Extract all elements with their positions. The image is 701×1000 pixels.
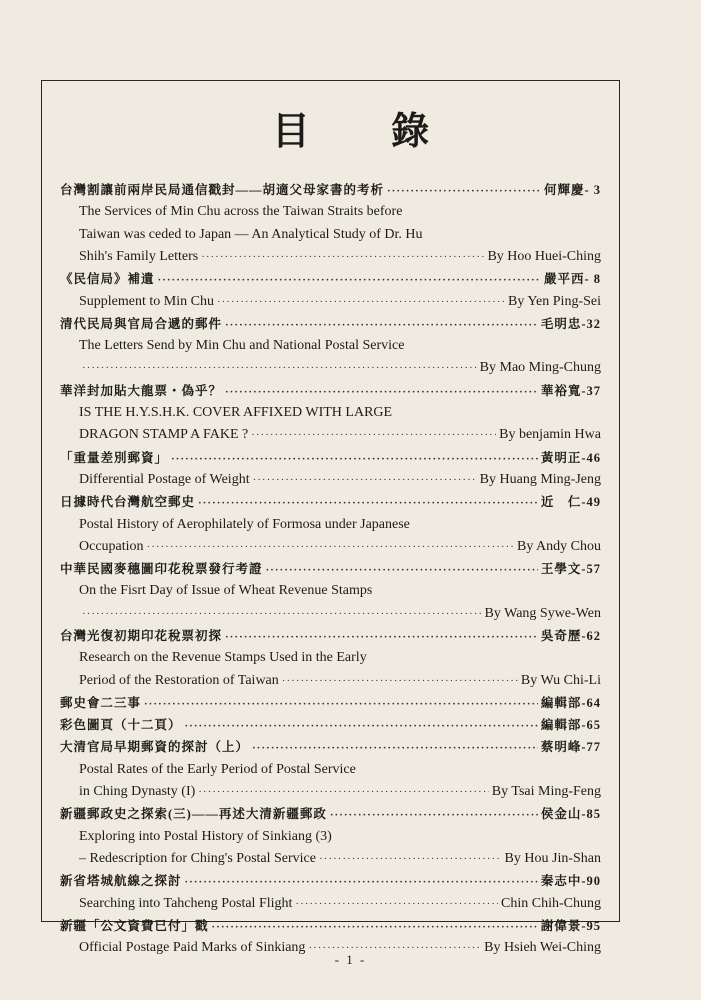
entry-chinese-title: 台灣光復初期印花稅票初探 bbox=[60, 629, 223, 643]
entry-chinese-title: 彩色圖頁（十二頁） bbox=[60, 718, 182, 732]
entry-english-title: – Redescription for Ching's Postal Service bbox=[79, 851, 316, 866]
toc-entry-english-line bbox=[79, 760, 601, 780]
entry-chinese-title: 清代民局與官局合遞的郵件 bbox=[60, 317, 223, 331]
entry-chinese-author-page: 吳奇歷-62 bbox=[540, 629, 601, 643]
dot-leader bbox=[387, 181, 541, 201]
toc-entry-chinese[interactable] bbox=[60, 381, 601, 402]
toc-entry-english[interactable] bbox=[79, 425, 601, 445]
toc-entry-english[interactable] bbox=[79, 358, 601, 378]
toc-entry-english[interactable] bbox=[79, 671, 601, 691]
entry-chinese-author-page: 侯金山-85 bbox=[540, 807, 601, 821]
dot-leader bbox=[225, 627, 538, 647]
toc-entry-english-line bbox=[79, 336, 601, 356]
dot-leader bbox=[144, 694, 538, 714]
entry-chinese-title: 郵史會二三事 bbox=[60, 696, 142, 710]
entry-chinese-title: 大清官局早期郵資的探討（上） bbox=[60, 740, 250, 754]
dot-leader bbox=[212, 917, 538, 937]
toc-entry-english-line bbox=[79, 403, 601, 423]
entry-chinese-author-page: 華裕寬-37 bbox=[540, 384, 601, 398]
entry-english-title: IS THE H.Y.S.H.K. COVER AFFIXED WITH LARGE bbox=[79, 405, 393, 420]
entry-english-author: By Huang Ming-Jeng bbox=[479, 472, 601, 487]
entry-english-author: By Wang Sywe-Wen bbox=[484, 606, 601, 621]
dot-leader bbox=[198, 493, 538, 513]
dot-leader bbox=[225, 382, 538, 402]
toc-entry-english[interactable] bbox=[79, 849, 601, 869]
entry-english-title: Exploring into Postal History of Sinkiang (3) bbox=[79, 829, 332, 844]
entry-english-title: Supplement to Min Chu bbox=[79, 294, 214, 309]
toc-entry-chinese[interactable] bbox=[60, 314, 601, 335]
toc-entry-english[interactable] bbox=[79, 247, 601, 267]
dot-leader bbox=[253, 470, 477, 490]
entry-chinese-title: 台灣割讓前兩岸民局通信戳封——胡適父母家書的考析 bbox=[60, 183, 385, 197]
entry-chinese-author-page: 王學文-57 bbox=[540, 562, 601, 576]
entry-chinese-author-page: 謝偉景-95 bbox=[540, 919, 601, 933]
dot-leader bbox=[198, 782, 489, 802]
entry-english-title: On the Fisrt Day of Issue of Wheat Revenue Stamps bbox=[79, 583, 373, 598]
entry-chinese-title: 《民信局》補遺 bbox=[60, 272, 155, 286]
dot-leader bbox=[147, 537, 514, 557]
entry-chinese-title: 新疆「公文資費已付」戳 bbox=[60, 919, 209, 933]
entry-chinese-title: 「重量差別郵資」 bbox=[60, 451, 169, 465]
toc-entry-english[interactable] bbox=[79, 604, 601, 624]
dot-leader bbox=[185, 716, 538, 736]
entry-english-author: By Tsai Ming-Feng bbox=[491, 784, 601, 799]
entry-english-author: By Hoo Huei-Ching bbox=[487, 249, 601, 264]
toc-entry-chinese[interactable] bbox=[60, 448, 601, 469]
entry-chinese-author-page: 近 仁-49 bbox=[540, 495, 601, 509]
entry-english-title: in Ching Dynasty (I) bbox=[79, 784, 196, 799]
toc-entry-chinese[interactable] bbox=[60, 715, 601, 736]
entry-english-title: Shih's Family Letters bbox=[79, 249, 199, 264]
entry-english-title: Postal History of Aerophilately of Formosa under Japanese bbox=[79, 517, 410, 532]
page-title: 目 錄 bbox=[271, 108, 464, 153]
dot-leader bbox=[82, 358, 477, 378]
entry-english-author: By Wu Chi-Li bbox=[520, 673, 601, 688]
entry-english-title: Taiwan was ceded to Japan — An Analytical Study of Dr. Hu bbox=[79, 227, 423, 242]
toc-entry-english-line bbox=[79, 827, 601, 847]
toc-entry-chinese[interactable] bbox=[60, 693, 601, 714]
toc-entry-english[interactable] bbox=[79, 782, 601, 802]
dot-leader bbox=[171, 449, 538, 469]
entry-chinese-author-page: 蔡明峰-77 bbox=[540, 740, 601, 754]
dot-leader bbox=[217, 292, 505, 312]
toc-entry-chinese[interactable] bbox=[60, 559, 601, 580]
entry-chinese-title: 日據時代台灣航空郵史 bbox=[60, 495, 196, 509]
toc-entry-chinese[interactable] bbox=[60, 269, 601, 290]
entry-chinese-author-page: 何輝慶- 3 bbox=[543, 183, 601, 197]
toc-entry-english[interactable] bbox=[79, 470, 601, 490]
entry-english-author: By Hsieh Wei-Ching bbox=[484, 940, 601, 955]
entry-chinese-author-page: 黃明正-46 bbox=[540, 451, 601, 465]
dot-leader bbox=[266, 560, 538, 580]
entry-english-title: Differential Postage of Weight bbox=[79, 472, 250, 487]
dot-leader bbox=[252, 738, 538, 758]
toc-entry-english-line bbox=[79, 225, 601, 245]
dot-leader bbox=[225, 315, 538, 335]
entry-chinese-author-page: 編輯部-65 bbox=[540, 718, 601, 732]
toc-entry-chinese[interactable] bbox=[60, 492, 601, 513]
dot-leader bbox=[295, 894, 498, 914]
entry-english-title: The Services of Min Chu across the Taiwan Straits before bbox=[79, 204, 403, 219]
entry-english-title: Postal Rates of the Early Period of Postal Service bbox=[79, 762, 356, 777]
entry-chinese-title: 新省塔城航線之探討 bbox=[60, 874, 182, 888]
dot-leader bbox=[201, 247, 484, 267]
entry-english-title: The Letters Send by Min Chu and National Postal Service bbox=[79, 338, 405, 353]
entry-english-title: Period of the Restoration of Taiwan bbox=[79, 673, 279, 688]
toc-entry-chinese[interactable] bbox=[60, 871, 601, 892]
entry-chinese-title: 華洋封加貼大龍票・偽乎？ bbox=[60, 384, 223, 398]
entry-english-author: By benjamin Hwa bbox=[499, 427, 601, 442]
dot-leader bbox=[282, 671, 518, 691]
toc-entry-english[interactable] bbox=[79, 894, 601, 914]
dot-leader bbox=[158, 270, 541, 290]
entry-chinese-author-page: 毛明忠-32 bbox=[540, 317, 601, 331]
toc-entry-english-line bbox=[79, 581, 601, 601]
toc-entry-chinese[interactable] bbox=[60, 737, 601, 758]
entry-english-title: Official Postage Paid Marks of Sinkiang bbox=[79, 940, 306, 955]
toc-entry-english[interactable] bbox=[79, 292, 601, 312]
entry-chinese-title: 新疆郵政史之探索(三)——再述大清新疆郵政 bbox=[60, 807, 327, 821]
dot-leader bbox=[251, 425, 496, 445]
entry-english-title: Occupation bbox=[79, 539, 144, 554]
toc-entry-chinese[interactable] bbox=[60, 804, 601, 825]
entry-chinese-author-page: 秦志中-90 bbox=[540, 874, 601, 888]
entry-chinese-author-page: 編輯部-64 bbox=[540, 696, 601, 710]
toc-entry-chinese[interactable] bbox=[60, 180, 601, 201]
entry-english-author: Chin Chih-Chung bbox=[501, 896, 601, 911]
toc-entry-english-line bbox=[79, 648, 601, 668]
dot-leader bbox=[82, 604, 482, 624]
entry-chinese-title: 中華民國麥穗圖印花稅票發行考證 bbox=[60, 562, 263, 576]
toc-entry-english-line bbox=[79, 202, 601, 222]
dot-leader bbox=[185, 872, 538, 892]
dot-leader bbox=[319, 849, 502, 869]
entry-english-author: By Yen Ping-Sei bbox=[508, 294, 601, 309]
toc-entry-english-line bbox=[79, 515, 601, 535]
entry-english-title: DRAGON STAMP A FAKE ? bbox=[79, 427, 249, 442]
entry-english-author: By Hou Jin-Shan bbox=[504, 851, 601, 866]
toc-entry-english[interactable] bbox=[79, 537, 601, 557]
entry-english-author: By Andy Chou bbox=[516, 539, 601, 554]
page-number: - 1 - bbox=[334, 952, 367, 967]
entry-english-author: By Mao Ming-Chung bbox=[479, 360, 601, 375]
toc-entry-chinese[interactable] bbox=[60, 626, 601, 647]
entry-english-title: Research on the Revenue Stamps Used in the Early bbox=[79, 650, 367, 665]
entry-chinese-author-page: 嚴平西- 8 bbox=[543, 272, 601, 286]
entry-english-title: Searching into Tahcheng Postal Flight bbox=[79, 896, 293, 911]
toc-entry-chinese[interactable] bbox=[60, 916, 601, 937]
dot-leader bbox=[330, 805, 538, 825]
